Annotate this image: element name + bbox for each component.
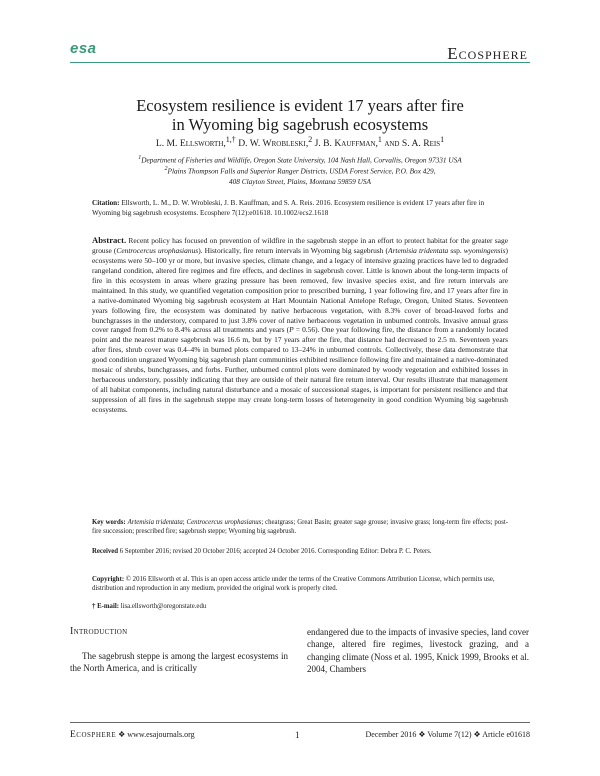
article-title xyxy=(0,96,600,134)
abstract-label: Abstract. xyxy=(92,235,127,245)
affiliation xyxy=(0,154,600,165)
abstract-run: ) ecosystems were 50–100 yr or more, but invasive species, climate change, and a legacy of intensive grazing practices have led to degraded rangeland condition, altered fire regimes and fire effects, and declines in sagebrush cover. Little is known about the long-term impacts of fire in this ecosystem in areas where grazing pressure has been removed, few invasive species exist, and fire return intervals are maintained. In this study, we quantified vegetation composition prior to prescribed burning, 1 year following fire, and 17 years after fire in a native-dominated Wyoming big sagebrush ecosystem at Hart Mountain National Antelope Refuge, Oregon, United States. Seventeen years following fire, the ecosystem was dominated by native herbaceous vegetation, with 8.3% cover of broad-leaved forbs and bunchgrasses in the understory, compared to just 3.8% cover of native herbaceous vegetation in unburned controls. Invasive annual grass cover ranged from 0.2% to 8.4% across all treatments and years ( xyxy=(92,245,508,335)
abstract-run: P xyxy=(289,325,294,335)
author-name: D. W. Wrobleski, xyxy=(235,138,309,150)
footer-journal-name: Ecosphere xyxy=(70,730,117,740)
journal-title: Ecosphere xyxy=(447,44,528,63)
author-name: J. B. Kauffman, xyxy=(312,138,378,150)
copyright xyxy=(92,575,508,594)
citation-label: Citation: xyxy=(92,199,120,207)
affiliation-text: Plains Thompson Falls and Superior Ranger Districts, USDA Forest Service, P.O. Box 429, xyxy=(167,166,436,176)
affiliation xyxy=(0,165,600,176)
affiliations xyxy=(0,154,600,187)
esa-logo: esa xyxy=(70,40,97,57)
abstract-run: Recent policy has focused on prevention of wildfire in the sagebrush steppe in an effort to protect habitat for the greater sage grouse ( xyxy=(92,236,508,255)
keywords-text xyxy=(92,519,508,535)
author-sup: 1 xyxy=(377,135,382,144)
author-sup: 1,† xyxy=(225,135,236,144)
abstract-run: Artemisia tridentata xyxy=(387,245,449,255)
affiliation-text: Department of Fisheries and Wildlife, Oregon State University, 104 Nash Hall, Corvallis, Oregon 97331 USA xyxy=(141,155,462,165)
author-sup: 2 xyxy=(308,135,313,144)
abstract-run: Centrocercus urophasianus xyxy=(116,245,199,255)
keyword-run: ; cheatgrass; Great Basin; greater sage grouse; invasive grass; long-term fire effects; post-fire succession; prescribed fire; sagebrush steppe; Wyoming big sagebrush. xyxy=(92,519,508,536)
section-heading-introduction: Introduction xyxy=(70,626,128,637)
received-dates xyxy=(92,547,508,556)
keywords-label: Key words: xyxy=(92,519,126,526)
affiliation-text: 408 Clayton Street, Plains, Montana 59859 USA xyxy=(228,176,371,186)
footer-journal xyxy=(70,730,195,740)
title-line-2: in Wyoming big sagebrush ecosystems xyxy=(171,115,429,134)
title-line-1: Ecosystem resilience is evident 17 years after fire xyxy=(136,96,464,115)
affiliation xyxy=(0,177,600,187)
header-rule xyxy=(70,62,530,63)
author-name: L. M. Ellsworth, xyxy=(155,138,226,150)
email-link[interactable]: lisa.ellsworth@oregonstate.edu xyxy=(119,603,207,610)
footer-url[interactable]: ❖ www.esajournals.org xyxy=(116,730,195,739)
abstract xyxy=(92,236,508,415)
received-label: Received xyxy=(92,548,119,555)
author-list xyxy=(0,135,600,149)
email xyxy=(92,603,206,610)
abstract-text xyxy=(92,236,508,414)
keywords xyxy=(92,518,508,537)
keyword-run: Artemisia tridentata xyxy=(127,519,183,526)
email-label: † E-mail: xyxy=(92,603,119,610)
copyright-text: © 2016 Ellsworth et al. This is an open access article under the terms of the Creative Commons Attribution License, which permits use, distribution and reproduction in any medium, provided the original work is properly cited. xyxy=(92,576,495,593)
affiliation-sup: 1 xyxy=(138,155,142,161)
abstract-run: wyomingensis xyxy=(463,245,506,255)
abstract-run: ssp. xyxy=(448,245,464,255)
author-sup: 1 xyxy=(440,135,445,144)
copyright-label: Copyright: xyxy=(92,576,125,583)
body-column-left: The sagebrush steppe is among the largest ecosystems in the North America, and is critically xyxy=(70,651,288,674)
page-number: 1 xyxy=(295,730,300,740)
affiliation-sup: 2 xyxy=(164,166,168,173)
keyword-run: Centrocercus urophasianus xyxy=(186,519,262,526)
abstract-run: = 0.56). One year following fire, the distance from a randomly located point and the nearest mature sagebrush was 16.6 m, but by 17 years after the fire, that distance had decreased to 2.5 m. Seventeen years after fires, shrub cover was 0.4–4% in burned plots compared to 13–24% in unburned controls. Collectively, these data demonstrate that good condition ungrazed Wyoming big sagebrush plant communities exhibited resilience following fire and maintained a native-dominated mosaic of shrubs, bunchgrasses, and forbs. Further, unburned control plots were dominated by woody vegetation and exhibited losses in herbaceous understory, possibly indicating that they are outside of their natural fire return interval. Our results illustrate that management of all habitat components, including natural disturbance and a mosaic of successional stages, is important for persistent resilience and that suppression of all fires in the sagebrush steppe may create long-term losses of heterogeneity in good condition Wyoming big sagebrush ecosystems. xyxy=(92,325,509,414)
citation-text: Ellsworth, L. M., D. W. Wrobleski, J. B. Kauffman, and S. A. Reis. 2016. Ecosystem resilience is evident 17 years after fire in Wyoming big sagebrush ecosystems. Ecosphere 7(12):e01618. 10.1002/ecs2.1618 xyxy=(92,199,485,217)
footer-rule xyxy=(70,722,530,723)
citation xyxy=(92,198,512,218)
body-column-right: endangered due to the impacts of invasive species, land cover change, altered fire regimes, livestock grazing, and a changing climate (Noss et al. 1995, Knick 1999, Brooks et al. 2004, Chambers xyxy=(307,627,529,675)
received-text: 6 September 2016; revised 20 October 2016; accepted 24 October 2016. Corresponding Editor: Debra P. C. Peters. xyxy=(118,548,432,555)
author-name: and S. A. Reis xyxy=(381,138,441,150)
footer-issue: December 2016 ❖ Volume 7(12) ❖ Article e01618 xyxy=(365,730,530,739)
keyword-run: ; xyxy=(182,519,187,526)
abstract-run: ). Historically, fire return intervals in Wyoming big sagebrush ( xyxy=(198,245,388,255)
